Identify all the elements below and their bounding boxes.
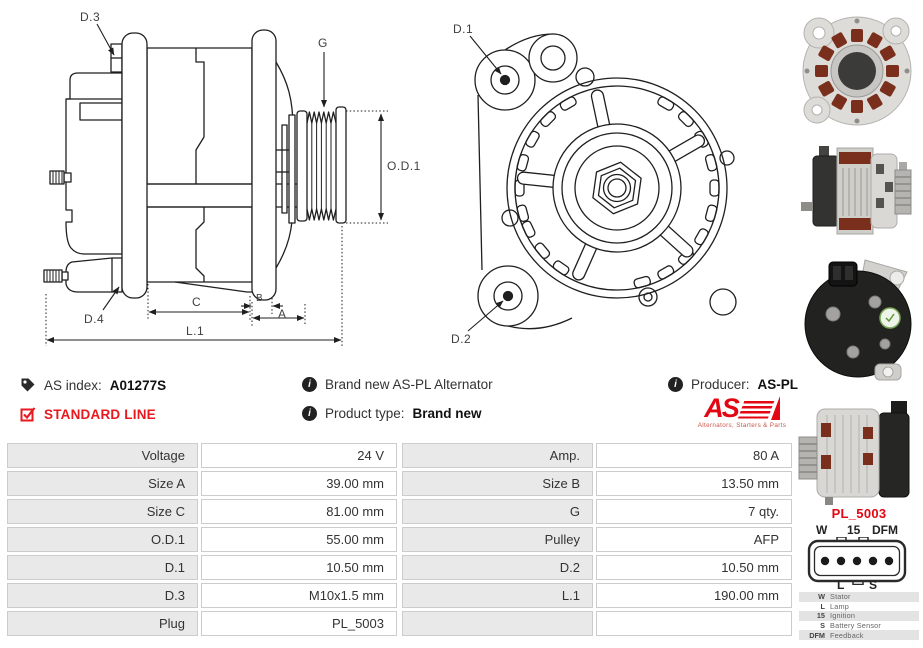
legend-desc: Feedback xyxy=(830,630,864,640)
product-line-row xyxy=(20,406,156,422)
table-row xyxy=(7,555,797,580)
pin-label-w: W xyxy=(816,523,828,537)
as-logo-triangle xyxy=(771,396,780,420)
legend-row xyxy=(799,602,919,612)
spec-value: 81.00 mm xyxy=(201,499,397,524)
as-index-label: AS index: xyxy=(44,377,102,393)
spec-value: M10x1.5 mm xyxy=(201,583,397,608)
spec-label: Size A xyxy=(7,471,198,496)
dim-label-c: C xyxy=(192,295,202,309)
spec-value: 190.00 mm xyxy=(596,583,792,608)
legend-key: L xyxy=(820,601,825,611)
dim-label-d3: D.3 xyxy=(80,10,101,24)
side-view-drawing xyxy=(44,30,346,300)
table-row xyxy=(7,527,797,552)
spec-table xyxy=(7,443,797,636)
product-type-label: Product type: xyxy=(325,406,405,421)
table-row xyxy=(7,499,797,524)
product-type-value: Brand new xyxy=(412,406,482,421)
table-row xyxy=(7,443,797,468)
legend-row xyxy=(799,630,919,640)
dim-label-d1: D.1 xyxy=(453,22,474,36)
spec-value xyxy=(596,611,792,636)
product-photo-side-right[interactable] xyxy=(795,140,917,242)
as-logo-word: AS xyxy=(704,393,738,423)
legend-row xyxy=(799,592,919,602)
plug-legend xyxy=(799,592,919,640)
dim-label-l1: L.1 xyxy=(186,324,205,338)
as-index-row xyxy=(20,377,166,393)
dim-label-od1: O.D.1 xyxy=(387,159,421,173)
spec-value: 7 qty. xyxy=(596,499,792,524)
connector-drawing xyxy=(807,537,907,585)
spec-label: D.3 xyxy=(7,583,198,608)
spec-value: 24 V xyxy=(201,443,397,468)
spec-label: O.D.1 xyxy=(7,527,198,552)
product-type-row xyxy=(302,406,482,421)
product-photo-front[interactable] xyxy=(795,5,917,135)
dim-label-a: A xyxy=(278,307,287,321)
spec-label: L.1 xyxy=(402,583,593,608)
plug-title: PL_5003 xyxy=(831,506,887,521)
table-row xyxy=(7,583,797,608)
pin-label-15: 15 xyxy=(847,523,861,537)
info-icon: i xyxy=(668,377,683,392)
info-icon: i xyxy=(302,406,317,421)
legend-row xyxy=(799,621,919,631)
table-row xyxy=(7,471,797,496)
as-logo-stripes xyxy=(737,401,774,419)
pin-label-l: L xyxy=(837,578,845,592)
spec-value: 80 A xyxy=(596,443,792,468)
spec-label: G xyxy=(402,499,593,524)
legend-key: 15 xyxy=(816,611,825,621)
dim-label-d2: D.2 xyxy=(451,332,472,346)
spec-label: Plug xyxy=(7,611,198,636)
spec-label: Voltage xyxy=(7,443,198,468)
producer-value: AS-PL xyxy=(757,377,799,392)
legend-key: S xyxy=(820,621,825,631)
legend-desc: Ignition xyxy=(830,611,856,621)
pin-label-s: S xyxy=(869,578,878,592)
dim-label-d4: D.4 xyxy=(84,312,105,326)
spec-value: 10.50 mm xyxy=(201,555,397,580)
producer-label: Producer: xyxy=(691,377,750,392)
dim-label-g: G xyxy=(318,36,328,50)
spec-value: 13.50 mm xyxy=(596,471,792,496)
legend-desc: Lamp xyxy=(830,601,850,611)
spec-label xyxy=(402,611,593,636)
product-photo-rear[interactable] xyxy=(795,252,917,388)
product-photo-side-left[interactable] xyxy=(795,393,917,511)
spec-label: Size B xyxy=(402,471,593,496)
front-view-drawing xyxy=(475,34,736,329)
spec-label: Size C xyxy=(7,499,198,524)
spec-value: AFP xyxy=(596,527,792,552)
legend-desc: Stator xyxy=(830,592,851,602)
checked-checkbox-icon xyxy=(20,406,36,422)
as-pl-logo xyxy=(692,395,792,429)
dim-label-b: B xyxy=(256,293,264,304)
legend-row xyxy=(799,611,919,621)
spec-value: PL_5003 xyxy=(201,611,397,636)
spec-label: Amp. xyxy=(402,443,593,468)
product-line-label: STANDARD LINE xyxy=(44,406,156,422)
brand-new-row xyxy=(302,377,493,392)
as-logo-caption: Alternators, Starters & Parts xyxy=(697,422,787,429)
spec-label: D.1 xyxy=(7,555,198,580)
brand-new-text: Brand new AS-PL Alternator xyxy=(325,377,493,392)
pin-label-dfm: DFM xyxy=(872,523,898,537)
spec-label: D.2 xyxy=(402,555,593,580)
producer-row xyxy=(668,377,798,392)
info-icon: i xyxy=(302,377,317,392)
technical-drawing xyxy=(0,0,790,370)
spec-label: Pulley xyxy=(402,527,593,552)
as-index-value: A01277S xyxy=(109,377,167,393)
legend-key: DFM xyxy=(809,630,825,640)
spec-value: 39.00 mm xyxy=(201,471,397,496)
legend-key: W xyxy=(818,592,825,602)
legend-desc: Battery Sensor xyxy=(830,621,882,631)
spec-value: 10.50 mm xyxy=(596,555,792,580)
spec-value: 55.00 mm xyxy=(201,527,397,552)
table-row xyxy=(7,611,797,636)
tag-icon xyxy=(20,377,36,393)
